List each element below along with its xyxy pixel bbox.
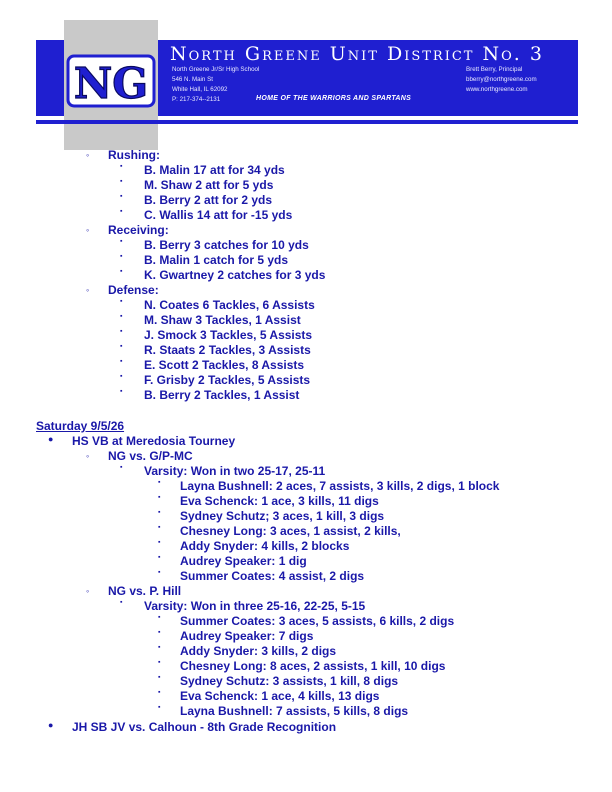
disc-bullet-icon: ●	[48, 720, 54, 730]
list-item: F. Grisby 2 Tackles, 5 Assists	[144, 373, 311, 387]
header-rule	[36, 120, 578, 124]
square-bullet-icon: ▪	[158, 689, 161, 696]
square-bullet-icon: ▪	[158, 479, 161, 486]
list-item: Addy Snyder: 4 kills, 2 blocks	[180, 539, 350, 553]
list-item: M. Shaw 3 Tackles, 1 Assist	[144, 313, 301, 327]
principal-name: Brett Berry, Principal	[466, 66, 523, 73]
left-info	[172, 65, 259, 105]
square-bullet-icon: ▪	[120, 313, 123, 320]
list-item: Chesney Long: 3 aces, 1 assist, 2 kills,	[180, 524, 401, 538]
defense-heading: Defense:	[108, 283, 159, 297]
list-item: E. Scott 2 Tackles, 8 Assists	[144, 358, 305, 372]
match-title: NG vs. P. Hill	[108, 584, 182, 598]
list-item: C. Wallis 14 att for -15 yds	[144, 208, 293, 222]
school-street: 546 N. Main St	[172, 76, 213, 83]
match-title: NG vs. G/P-MC	[108, 449, 193, 463]
district-title: North Greene Unit District No. 3	[170, 43, 544, 65]
list-item: N. Coates 6 Tackles, 6 Assists	[144, 298, 315, 312]
square-bullet-icon: ▪	[120, 373, 123, 380]
list-item: K. Gwartney 2 catches for 3 yds	[144, 268, 326, 282]
list-item: Addy Snyder: 3 kills, 2 digs	[180, 644, 337, 658]
list-item: B. Malin 1 catch for 5 yds	[144, 253, 289, 267]
principal-email[interactable]: bberry@northgreene.com	[466, 76, 537, 83]
rushing-heading: Rushing:	[108, 148, 160, 162]
square-bullet-icon: ▪	[158, 569, 161, 576]
match-result: Varsity: Won in three 25-16, 22-25, 5-15	[144, 599, 366, 613]
square-bullet-icon: ▪	[120, 388, 123, 395]
list-item: Chesney Long: 8 aces, 2 assists, 1 kill, 10 digs	[180, 659, 446, 673]
event-title: JH SB JV vs. Calhoun - 8th Grade Recognition	[72, 720, 337, 734]
list-item: Summer Coates: 3 aces, 5 assists, 6 kills, 2 digs	[180, 614, 455, 628]
square-bullet-icon: ▪	[120, 358, 123, 365]
square-bullet-icon: ▪	[158, 539, 161, 546]
list-item: Sydney Schutz; 3 aces, 1 kill, 3 digs	[180, 509, 385, 523]
square-bullet-icon: ▪	[158, 524, 161, 531]
circle-bullet-icon: ◦	[86, 586, 90, 596]
list-item: Audrey Speaker: 1 dig	[180, 554, 307, 568]
square-bullet-icon: ▪	[120, 178, 123, 185]
square-bullet-icon: ▪	[158, 674, 161, 681]
list-item: R. Staats 2 Tackles, 3 Assists	[144, 343, 311, 357]
square-bullet-icon: ▪	[158, 644, 161, 651]
square-bullet-icon: ▪	[120, 253, 123, 260]
motto: HOME OF THE WARRIORS AND SPARTANS	[256, 95, 412, 102]
list-item: B. Berry 2 att for 2 yds	[144, 193, 273, 207]
square-bullet-icon: ▪	[120, 328, 123, 335]
school-city: White Hall, IL 62092	[172, 86, 228, 93]
receiving-heading: Receiving:	[108, 223, 169, 237]
disc-bullet-icon: ●	[48, 434, 54, 444]
school-phone: P: 217-374--2131	[172, 96, 221, 103]
square-bullet-icon: ▪	[158, 704, 161, 711]
list-item: M. Shaw 2 att for 5 yds	[144, 178, 274, 192]
square-bullet-icon: ▪	[158, 494, 161, 501]
list-item: B. Berry 3 catches for 10 yds	[144, 238, 309, 252]
square-bullet-icon: ▪	[120, 238, 123, 245]
circle-bullet-icon: ◦	[86, 150, 90, 160]
list-item: Sydney Schutz: 3 assists, 1 kill, 8 digs	[180, 674, 399, 688]
ng-logo	[64, 50, 158, 112]
circle-bullet-icon: ◦	[86, 451, 90, 461]
square-bullet-icon: ▪	[120, 268, 123, 275]
list-item: B. Berry 2 Tackles, 1 Assist	[144, 388, 300, 402]
logo-letters: NG	[73, 59, 149, 108]
square-bullet-icon: ▪	[120, 163, 123, 170]
square-bullet-icon: ▪	[120, 193, 123, 200]
list-item: Layna Bushnell: 2 aces, 7 assists, 3 kills, 2 digs, 1 block	[180, 479, 500, 493]
school-website[interactable]: www.northgreene.com	[466, 86, 528, 93]
list-item: Eva Schenck: 1 ace, 4 kills, 13 digs	[180, 689, 380, 703]
circle-bullet-icon: ◦	[86, 285, 90, 295]
square-bullet-icon: ▪	[158, 509, 161, 516]
square-bullet-icon: ▪	[158, 629, 161, 636]
square-bullet-icon: ▪	[158, 614, 161, 621]
date-heading: Saturday 9/5/26	[36, 419, 125, 433]
right-info	[466, 65, 537, 95]
match-result: Varsity: Won in two 25-17, 25-11	[144, 464, 326, 478]
square-bullet-icon: ▪	[158, 659, 161, 666]
list-item: Eva Schenck: 1 ace, 3 kills, 11 digs	[180, 494, 379, 508]
square-bullet-icon: ▪	[158, 554, 161, 561]
square-bullet-icon: ▪	[120, 599, 123, 606]
list-item: Summer Coates: 4 assist, 2 digs	[180, 569, 365, 583]
list-item: B. Malin 17 att for 34 yds	[144, 163, 285, 177]
circle-bullet-icon: ◦	[86, 225, 90, 235]
list-item: Audrey Speaker: 7 digs	[180, 629, 314, 643]
school-name: North Greene Jr/Sr High School	[172, 66, 260, 73]
list-item: Layna Bushnell: 7 assists, 5 kills, 8 digs	[180, 704, 409, 718]
square-bullet-icon: ▪	[120, 464, 123, 471]
event-title: HS VB at Meredosia Tourney	[72, 434, 236, 448]
square-bullet-icon: ▪	[120, 343, 123, 350]
square-bullet-icon: ▪	[120, 298, 123, 305]
square-bullet-icon: ▪	[120, 208, 123, 215]
list-item: J. Smock 3 Tackles, 5 Assists	[144, 328, 313, 342]
